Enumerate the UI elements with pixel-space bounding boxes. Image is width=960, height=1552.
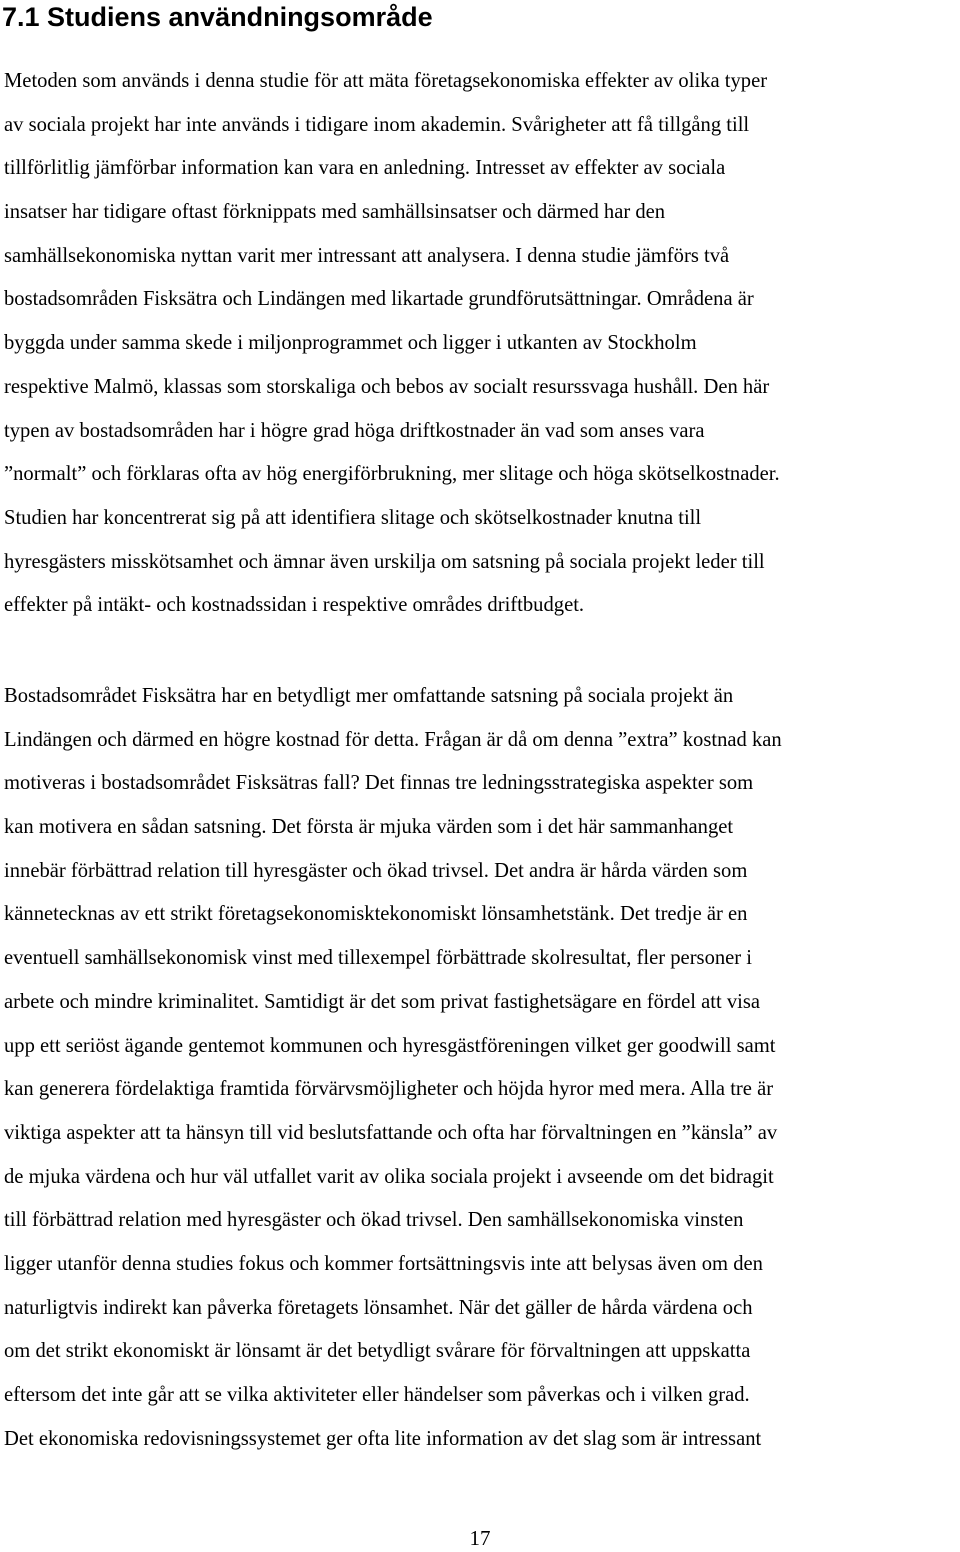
paragraph-line: de mjuka värdena och hur väl utfallet varit av olika sociala projekt i avseende om det bidragit <box>4 1165 774 1188</box>
paragraph-line: effekter på intäkt- och kostnadssidan i respektive områdes driftbudget. <box>4 594 585 617</box>
paragraph-line: Bostadsområdet Fisksätra har en betydligt mer omfattande satsning på sociala projekt än <box>4 685 734 707</box>
paragraph-line: typen av bostadsområden har i högre grad höga driftkostnader än vad som anses vara <box>4 419 705 442</box>
paragraph-line: byggda under samma skede i miljonprogrammet och ligger i utkanten av Stockholm <box>4 332 697 355</box>
paragraph-line: ”normalt” och förklaras ofta av hög energiförbrukning, mer slitage och höga skötselkostnader. <box>4 463 780 486</box>
paragraph-line: hyresgästers misskötsamhet och ämnar även urskilja om satsning på sociala projekt leder till <box>4 550 765 573</box>
paragraph-line: innebär förbättrad relation till hyresgäster och ökad trivsel. Det andra är hårda värden som <box>4 859 748 882</box>
paragraph-line: tillförlitlig jämförbar information kan vara en anledning. Intresset av effekter av sociala <box>4 157 726 180</box>
paragraph-line: Det ekonomiska redovisningssystemet ger ofta lite information av det slag som är intressant <box>4 1427 762 1450</box>
paragraph-line: till förbättrad relation med hyresgäster och ökad trivsel. Den samhällsekonomiska vinsten <box>4 1209 744 1232</box>
paragraph-line: arbete och mindre kriminalitet. Samtidigt är det som privat fastighetsägare en fördel att visa <box>4 990 761 1013</box>
paragraph-line: ligger utanför denna studies fokus och kommer fortsättningsvis inte att belysas även om den <box>4 1252 763 1275</box>
paragraph-line: viktiga aspekter att ta hänsyn till vid beslutsfattande och ofta har förvaltningen en ”känsla” av <box>4 1121 778 1144</box>
paragraph-line: motiveras i bostadsområdet Fisksätras fall? Det finnas tre ledningsstrategiska aspekter som <box>4 772 754 795</box>
paragraph-line: kan motivera en sådan satsning. Det första är mjuka värden som i det här sammanhanget <box>4 816 734 839</box>
paragraph-line: Studien har koncentrerat sig på att identifiera slitage och skötselkostnader knutna till <box>4 506 702 529</box>
paragraph-line: insatser har tidigare oftast förknippats med samhällsinsatser och därmed har den <box>4 201 666 224</box>
paragraph-line: kan generera fördelaktiga framtida förvärvsmöjligheter och höjda hyror med mera. Alla tre är <box>4 1078 774 1101</box>
paragraph-line: kännetecknas av ett strikt företagsekonomisktekonomiskt lönsamhetstänk. Det tredje är en <box>4 903 748 926</box>
paragraph-line: respektive Malmö, klassas som storskaliga och bebos av socialt resurssvaga hushåll. Den här <box>4 375 770 398</box>
paragraph-line: av sociala projekt har inte används i tidigare inom akademin. Svårigheter att få tillgång till <box>4 113 750 136</box>
paragraph-line: bostadsområden Fisksätra och Lindängen med likartade grundförutsättningar. Områdena är <box>4 288 754 311</box>
paragraph-line: eventuell samhällsekonomisk vinst med tillexempel förbättrade skolresultat, fler personer i <box>4 947 753 970</box>
paragraph-2 <box>4 675 959 1461</box>
section-heading: 7.1 Studiens användningsområde <box>2 2 433 32</box>
paragraph-line: Metoden som används i denna studie för att mäta företagsekonomiska effekter av olika typer <box>4 70 768 92</box>
paragraph-line: naturligtvis indirekt kan påverka företagets lönsamhet. När det gäller de hårda värdena och <box>4 1296 753 1319</box>
paragraph-line: eftersom det inte går att se vilka aktiviteter eller händelser som påverkas och i vilken grad. <box>4 1384 750 1406</box>
paragraph-1 <box>4 60 959 628</box>
paragraph-line: upp ett seriöst ägande gentemot kommunen och hyresgästföreningen vilket ger goodwill samt <box>4 1034 776 1057</box>
page-number: 17 <box>469 1526 491 1550</box>
paragraph-line: samhällsekonomiska nyttan varit mer intressant att analysera. I denna studie jämförs två <box>4 244 730 267</box>
paragraph-line: Lindängen och därmed en högre kostnad för detta. Frågan är då om denna ”extra” kostnad kan <box>4 728 782 751</box>
paragraph-line: om det strikt ekonomiskt är lönsamt är det betydligt svårare för förvaltningen att uppskatta <box>4 1340 751 1363</box>
